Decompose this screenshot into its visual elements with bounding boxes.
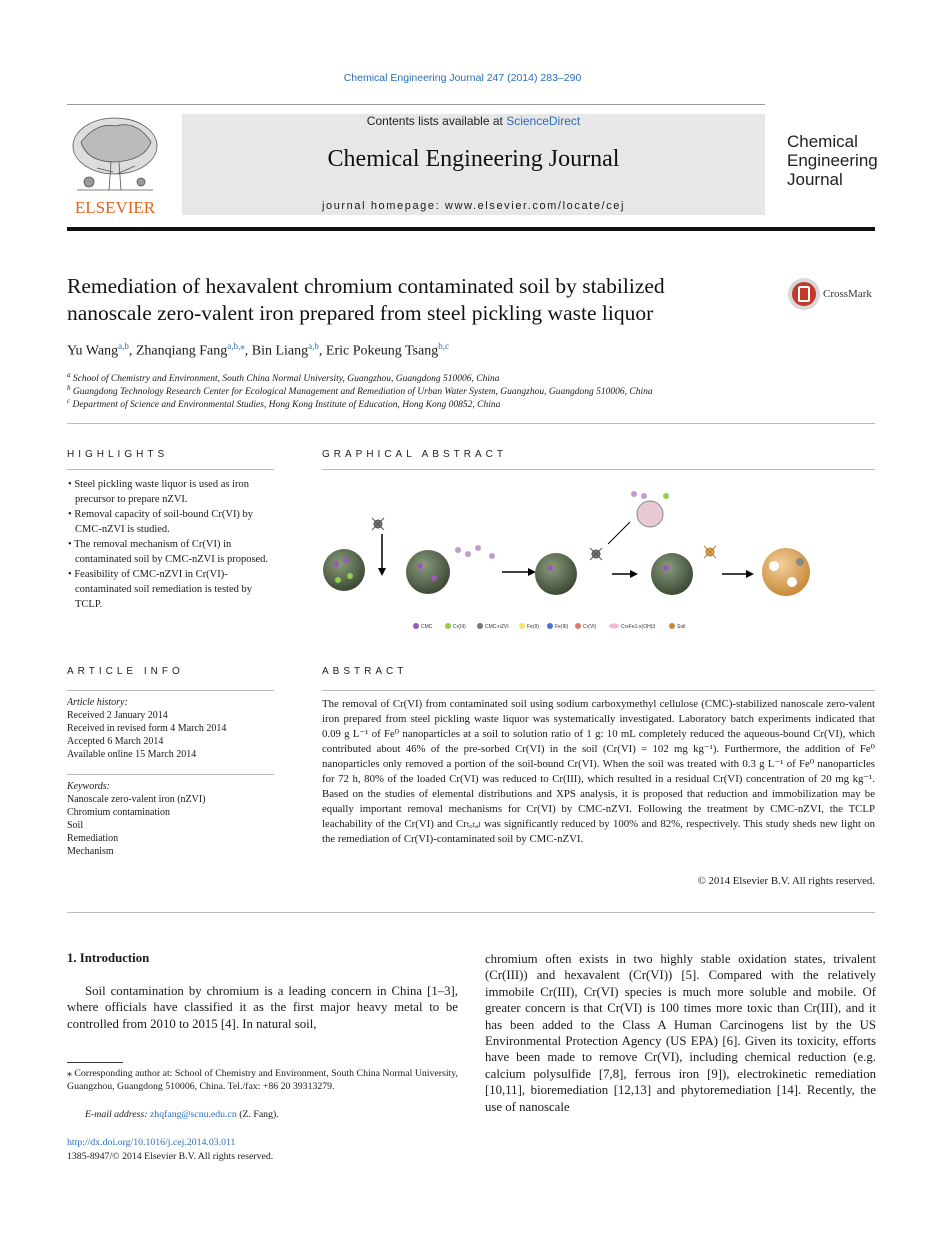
divider bbox=[322, 690, 875, 691]
elsevier-wordmark: ELSEVIER bbox=[74, 198, 156, 217]
author-affil-mark[interactable]: a,b bbox=[118, 341, 129, 351]
divider bbox=[67, 774, 274, 775]
figure-legend bbox=[413, 623, 685, 630]
highlight-item: • Removal capacity of soil-bound Cr(VI) by CMC-nZVI is studied. bbox=[68, 509, 254, 535]
journal-banner bbox=[182, 114, 765, 215]
graphical-abstract-diagram bbox=[322, 484, 875, 644]
abstract-text: The removal of Cr(VI) from contaminated soil using sodium carboxymethyl cellulose (CMC)-stabilized nanoscale zero-valent iron prepared from steel pickling waste liquor was systematically investigated. Laboratory batch experiments indicated that 0.09 g L⁻¹ of Fe⁰ nanoparticles at a soil to solution ratio of 1 g: 10 mL completely reduced the aqueous-bound Cr(VI), which contributed about 46% of the pre-sorbed Cr(VI) in the soil (Cr(VI) = 102 mg kg⁻¹). Furthermore, the addition of Fe⁰ nanoparticles only removed a portion of the soil-bound Cr(VI). When the soil was treated with 0.3 g L⁻¹ of Fe⁰ nanoparticles for 72 h, 80% of the loaded Cr(VI) was reduced to Cr(III), which resulted in a residual Cr(VI) concentration of 20 mg kg⁻¹. Based on the studies of elemental distributions and XPS analysis, it is proposed that reduction and immobilization may be equally important removal mechanisms for Cr(VI) by CMC-nZVI. Following the treatment by CMC-nZVI, the TCLP leachability of the Cr(VI) and Crₜₒₜₐₗ was significantly reduced by 100% and 82%, respectively. This study sheds new light on the remediation of Cr(VI)-contaminated soil by CMC-nZVI. bbox=[322, 698, 875, 845]
keyword: Chromium contamination bbox=[67, 807, 171, 818]
cmc-nzvi-cluster bbox=[372, 518, 384, 530]
svg-text:Cr(III): Cr(III) bbox=[453, 624, 466, 630]
highlights-heading: HIGHLIGHTS bbox=[67, 449, 169, 460]
corresponding-author-note: ⁎ Corresponding author at: School of Chemistry and Environment, South China Normal University, Guangzhou, Guangdong 510006, China. Tel./fax: +86 20 39313279. bbox=[67, 1068, 458, 1092]
graphical-abstract-heading: GRAPHICAL ABSTRACT bbox=[322, 449, 507, 460]
header-rule bbox=[67, 104, 765, 105]
journal-title: Chemical Engineering Journal bbox=[327, 146, 620, 172]
journal-homepage[interactable]: journal homepage: www.elsevier.com/locate/cej bbox=[321, 200, 626, 212]
soil-particle bbox=[651, 553, 693, 595]
article-history: Article history: Received 2 January 2014 Received in revised form 4 March 2014 Accepted 6 March 2014 Available online 15 March 2014 bbox=[67, 697, 227, 760]
divider bbox=[67, 912, 875, 913]
soil-particle bbox=[323, 549, 365, 591]
email-note: E-mail address: zhqfang@scnu.edu.cn (Z. Fang). bbox=[85, 1109, 279, 1120]
article-title: Remediation of hexavalent chromium contaminated soil by stabilized nanoscale zero-valent iron prepared from steel pickling waste liquor bbox=[67, 274, 665, 325]
graphical-abstract-figure[interactable] bbox=[322, 484, 875, 644]
intro-paragraph-left: Soil contamination by chromium is a leading concern in China [1–3], where officials have classified it as the first major heavy metal to be controlled from 2010 to 2015 [4]. In natural soil, bbox=[67, 984, 458, 1031]
keywords: Keywords: Nanoscale zero-valent iron (nZVI) Chromium contamination Soil Remediation Mechanism bbox=[67, 780, 274, 858]
keyword: Remediation bbox=[67, 833, 119, 844]
journal-cover-title[interactable]: Chemical Engineering Journal bbox=[787, 132, 878, 189]
highlight-item: • Steel pickling waste liquor is used as iron precursor to prepare nZVI. bbox=[68, 479, 249, 505]
highlights-list bbox=[67, 477, 275, 612]
author-list: Yu Wang$^{a,b}$, Zhanqiang Fang$^{a,b,⁎}$, Bin Liang$^{a,b}$, Eric Pokeung Tsang$^{b,c}$ bbox=[67, 341, 449, 359]
footnote-rule bbox=[67, 1062, 123, 1063]
crossmark-icon bbox=[787, 277, 821, 311]
elsevier-tree-icon bbox=[67, 112, 163, 218]
affiliation-a: $^a$ School of Chemistry and Environment, South China Normal University, Guangzhou, Guangdong 510006, China bbox=[67, 371, 500, 385]
cr-iron-particle bbox=[631, 491, 669, 527]
svg-text:CMC-nZVI: CMC-nZVI bbox=[485, 624, 509, 630]
section-heading-introduction: 1. Introduction bbox=[67, 951, 150, 965]
affiliation-b: $^b$ Guangdong Technology Research Center for Ecological Management and Remediation of Urban Water System, Guangzhou, Guangdong 510006, China bbox=[67, 384, 653, 398]
author-affil-mark[interactable]: a,b,⁎ bbox=[227, 341, 245, 351]
svg-text:Fe(II): Fe(II) bbox=[527, 624, 539, 630]
keyword: Soil bbox=[67, 820, 84, 831]
highlight-item: • The removal mechanism of Cr(VI) in contaminated soil by CMC-nZVI is proposed. bbox=[68, 539, 269, 565]
highlight-item: • Feasibility of CMC-nZVI in Cr(VI)-contaminated soil remediation is tested by TCLP. bbox=[68, 569, 252, 610]
abstract-copyright: © 2014 Elsevier B.V. All rights reserved. bbox=[697, 875, 875, 887]
article-info-heading: ARTICLE INFO bbox=[67, 666, 184, 677]
crossmark-badge[interactable] bbox=[787, 277, 887, 313]
divider bbox=[67, 469, 274, 470]
divider bbox=[67, 423, 875, 424]
journal-reference[interactable]: Chemical Engineering Journal 247 (2014) 283–290 bbox=[343, 72, 582, 84]
affiliation-c: $^c$ Department of Science and Environmental Studies, Hong Kong Institute of Education, Hong Kong 00852, China bbox=[67, 397, 501, 411]
contents-line: Contents lists available at ScienceDirect bbox=[366, 114, 581, 128]
divider bbox=[322, 469, 875, 470]
remediated-soil-particle bbox=[762, 548, 810, 596]
author-name: Eric Pokeung Tsang bbox=[325, 343, 439, 359]
issn-line: 1385-8947/© 2014 Elsevier B.V. All rights reserved. bbox=[67, 1151, 274, 1162]
keyword: Mechanism bbox=[67, 846, 114, 857]
soil-particle bbox=[535, 553, 577, 595]
sciencedirect-link[interactable]: ScienceDirect bbox=[506, 114, 581, 128]
arrow bbox=[608, 522, 630, 544]
elsevier-logo[interactable] bbox=[67, 112, 163, 218]
author-affil-mark[interactable]: b,c bbox=[438, 341, 449, 351]
soil-particle bbox=[406, 550, 450, 594]
author-name: Zhanqiang Fang bbox=[135, 343, 228, 359]
svg-text:Soil: Soil bbox=[677, 624, 686, 630]
svg-text:Fe(III): Fe(III) bbox=[555, 624, 569, 630]
crossmark-label: CrossMark bbox=[823, 288, 872, 300]
svg-text:CrxFe1-x(OH)3: CrxFe1-x(OH)3 bbox=[621, 624, 656, 630]
doi-link[interactable]: http://dx.doi.org/10.1016/j.cej.2014.03.011 bbox=[67, 1137, 236, 1148]
intro-paragraph-right: chromium often exists in two highly stable oxidation states, trivalent (Cr(III)) and hexavalent (Cr(VI)) [5]. Compared with the relatively immobile Cr(III), Cr(VI) species is much more soluble and mobile. Of greater concern is that Cr(VI) is 100 times more toxic than Cr(III), and it has been added to the Class A Human Carcinogens list by the US Environmental Protection Agency (US EPA) [6]. Given its toxicity, efforts have been made to remove Cr(VI), including chemical reduction (e.g. calcium polysulfide [7,8], ferrous iron [9]), electrokinetic remediation [10,11], bioremediation [12,13] and phytoremediation [14]. Recently, the use of nanoscale bbox=[485, 952, 876, 1114]
header-thick-rule bbox=[67, 227, 875, 231]
author-name: Yu Wang bbox=[67, 343, 119, 359]
divider bbox=[67, 690, 274, 691]
abstract-heading: ABSTRACT bbox=[322, 666, 408, 677]
author-affil-mark[interactable]: a,b bbox=[308, 341, 319, 351]
keyword: Nanoscale zero-valent iron (nZVI) bbox=[67, 794, 206, 805]
svg-text:Cr(VI): Cr(VI) bbox=[583, 624, 597, 630]
email-link[interactable]: zhqfang@scnu.edu.cn bbox=[149, 1109, 237, 1120]
author-name: Bin Liang bbox=[251, 343, 309, 359]
svg-text:CMC: CMC bbox=[421, 624, 433, 630]
